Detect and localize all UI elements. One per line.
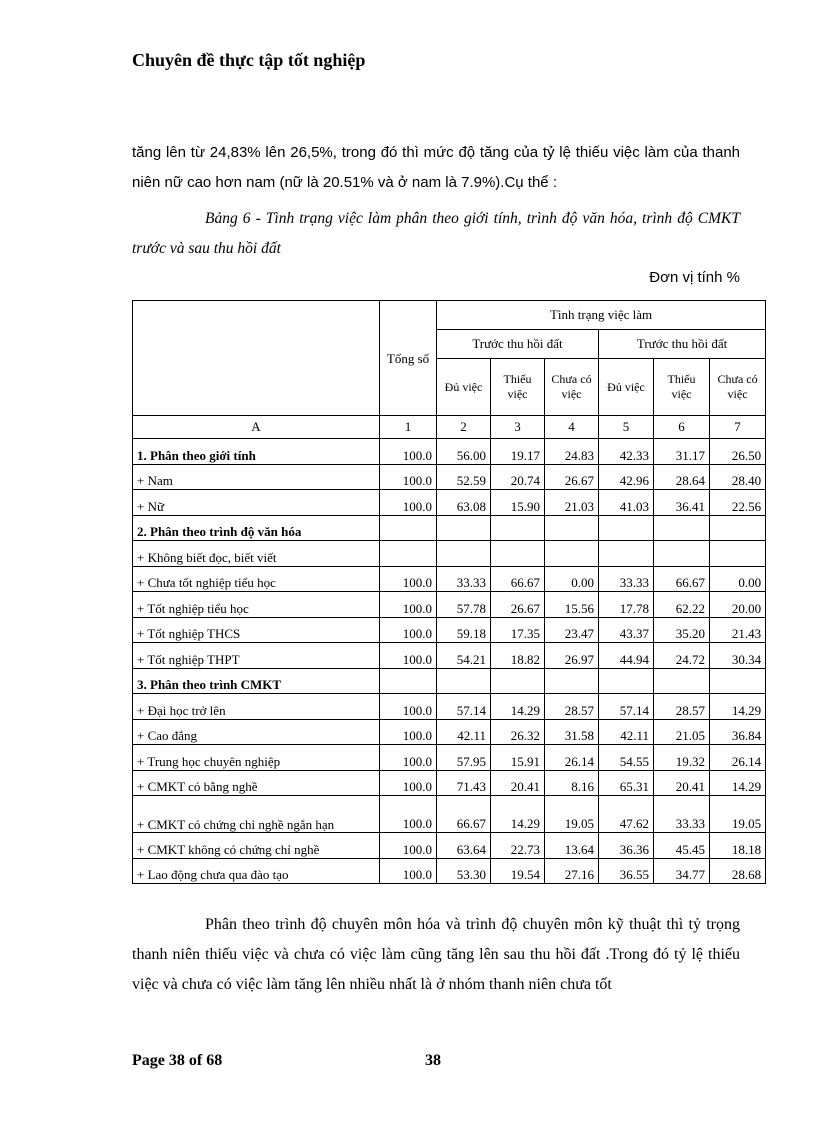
value-cell: 28.57 <box>545 694 599 720</box>
value-cell: 13.64 <box>545 833 599 859</box>
value-cell <box>380 668 437 694</box>
row-label: + Lao động chưa qua đào tạo <box>133 858 380 884</box>
header-row-1 <box>133 301 766 330</box>
value-cell: 54.21 <box>437 643 491 669</box>
value-cell <box>491 515 545 541</box>
value-cell: 100.0 <box>380 464 437 490</box>
page-number: 38 <box>425 1052 441 1069</box>
table-row <box>133 770 766 796</box>
value-cell: 45.45 <box>654 833 710 859</box>
value-cell: 66.67 <box>437 796 491 833</box>
row-label: + CMKT có chứng chỉ nghề ngắn hạn <box>133 796 380 833</box>
value-cell: 57.14 <box>437 694 491 720</box>
value-cell: 100.0 <box>380 643 437 669</box>
value-cell: 0.00 <box>545 566 599 592</box>
value-cell: 28.68 <box>710 858 766 884</box>
table-row <box>133 643 766 669</box>
value-cell: 21.43 <box>710 617 766 643</box>
value-cell: 65.31 <box>599 770 654 796</box>
value-cell <box>710 541 766 567</box>
value-cell: 15.91 <box>491 745 545 771</box>
value-cell <box>710 668 766 694</box>
value-cell: 42.33 <box>599 439 654 465</box>
value-cell: 22.56 <box>710 490 766 516</box>
table-row <box>133 745 766 771</box>
value-cell: 26.67 <box>545 464 599 490</box>
value-cell: 26.14 <box>710 745 766 771</box>
header-employment-status: Tình trạng việc làm <box>437 301 766 330</box>
value-cell: 14.29 <box>710 694 766 720</box>
value-cell <box>491 668 545 694</box>
row-label: + Cao đẳng <box>133 719 380 745</box>
value-cell: 100.0 <box>380 770 437 796</box>
value-cell: 36.36 <box>599 833 654 859</box>
row-label: + CMKT không có chứng chỉ nghề <box>133 833 380 859</box>
value-cell: 19.17 <box>491 439 545 465</box>
value-cell: 28.57 <box>654 694 710 720</box>
table-caption <box>132 204 740 264</box>
header-total: Tổng số <box>380 301 437 416</box>
table-row <box>133 858 766 884</box>
index-cell: 6 <box>654 416 710 439</box>
value-cell: 22.73 <box>491 833 545 859</box>
index-cell: 3 <box>491 416 545 439</box>
value-cell: 100.0 <box>380 439 437 465</box>
value-cell: 18.82 <box>491 643 545 669</box>
value-cell <box>654 668 710 694</box>
analysis-paragraph-text: Phân theo trình độ chuyên môn hóa và trình độ chuyên môn kỹ thuật thì tỷ trọng thanh niên thiếu việc và chưa có việc làm cũng tăng lên sau thu hồi đất .Trong đó tỷ lệ thiếu việc và chưa có việc làm tăng lên nhiều nhất là ở nhóm thanh niên chưa tốt <box>132 916 740 993</box>
index-cell: 5 <box>599 416 654 439</box>
value-cell: 44.94 <box>599 643 654 669</box>
section-label: 3. Phân theo trình CMKT <box>133 668 380 694</box>
value-cell: 100.0 <box>380 694 437 720</box>
employment-table <box>132 300 766 884</box>
value-cell: 57.78 <box>437 592 491 618</box>
value-cell: 36.41 <box>654 490 710 516</box>
value-cell <box>437 668 491 694</box>
subheader-cell: Thiếu việc <box>654 359 710 416</box>
value-cell: 14.29 <box>491 694 545 720</box>
value-cell <box>545 541 599 567</box>
value-cell <box>545 668 599 694</box>
value-cell: 19.05 <box>710 796 766 833</box>
table-caption-text: Bảng 6 - Tình trạng việc làm phân theo giới tính, trình độ văn hóa, trình độ CMKT trước và sau thu hồi đất <box>132 210 740 257</box>
page-counter: Page 38 of 68 <box>132 1052 223 1069</box>
value-cell: 27.16 <box>545 858 599 884</box>
value-cell: 57.95 <box>437 745 491 771</box>
value-cell: 26.14 <box>545 745 599 771</box>
value-cell: 18.18 <box>710 833 766 859</box>
value-cell: 54.55 <box>599 745 654 771</box>
unit-label: Đơn vị tính % <box>649 269 740 286</box>
value-cell: 26.97 <box>545 643 599 669</box>
value-cell: 33.33 <box>654 796 710 833</box>
value-cell: 19.54 <box>491 858 545 884</box>
value-cell: 43.37 <box>599 617 654 643</box>
value-cell: 24.83 <box>545 439 599 465</box>
subheader-cell: Chưa có việc <box>545 359 599 416</box>
row-label: + Tốt nghiệp THPT <box>133 643 380 669</box>
value-cell: 15.90 <box>491 490 545 516</box>
table-row <box>133 668 766 694</box>
table-row <box>133 439 766 465</box>
table-row <box>133 592 766 618</box>
value-cell: 42.11 <box>599 719 654 745</box>
value-cell: 56.00 <box>437 439 491 465</box>
table-row <box>133 490 766 516</box>
value-cell: 0.00 <box>710 566 766 592</box>
value-cell: 20.74 <box>491 464 545 490</box>
value-cell: 42.96 <box>599 464 654 490</box>
header-before: Trước thu hồi đất <box>437 330 599 359</box>
subheader-cell: Đủ việc <box>599 359 654 416</box>
row-label: + Đại học trở lên <box>133 694 380 720</box>
value-cell: 17.35 <box>491 617 545 643</box>
value-cell: 63.64 <box>437 833 491 859</box>
row-label: + Không biết đọc, biết viết <box>133 541 380 567</box>
index-row <box>133 416 766 439</box>
value-cell: 14.29 <box>710 770 766 796</box>
value-cell <box>437 541 491 567</box>
value-cell: 63.08 <box>437 490 491 516</box>
table-row <box>133 464 766 490</box>
value-cell: 21.05 <box>654 719 710 745</box>
value-cell: 8.16 <box>545 770 599 796</box>
value-cell: 47.62 <box>599 796 654 833</box>
intro-paragraph: tăng lên từ 24,83% lên 26,5%, trong đó thì mức độ tăng của tỷ lệ thiếu việc làm của thanh niên nữ cao hơn nam (nữ là 20.51% và ở nam là 7.9%).Cụ thể : <box>132 144 740 191</box>
value-cell: 57.14 <box>599 694 654 720</box>
value-cell: 36.84 <box>710 719 766 745</box>
value-cell: 59.18 <box>437 617 491 643</box>
value-cell: 26.32 <box>491 719 545 745</box>
value-cell: 100.0 <box>380 617 437 643</box>
value-cell <box>380 541 437 567</box>
table-row <box>133 719 766 745</box>
index-cell: 7 <box>710 416 766 439</box>
value-cell: 26.50 <box>710 439 766 465</box>
value-cell: 52.59 <box>437 464 491 490</box>
row-label: + CMKT có bằng nghề <box>133 770 380 796</box>
value-cell: 30.34 <box>710 643 766 669</box>
document-header: Chuyên đề thực tập tốt nghiệp <box>132 50 366 70</box>
value-cell: 31.17 <box>654 439 710 465</box>
index-cell: 2 <box>437 416 491 439</box>
value-cell: 34.77 <box>654 858 710 884</box>
value-cell: 20.00 <box>710 592 766 618</box>
value-cell: 41.03 <box>599 490 654 516</box>
table-row <box>133 833 766 859</box>
value-cell: 23.47 <box>545 617 599 643</box>
value-cell: 100.0 <box>380 566 437 592</box>
analysis-paragraph <box>132 910 740 1000</box>
table-row <box>133 796 766 833</box>
value-cell: 19.05 <box>545 796 599 833</box>
value-cell <box>654 541 710 567</box>
value-cell: 100.0 <box>380 490 437 516</box>
value-cell: 19.32 <box>654 745 710 771</box>
value-cell: 17.78 <box>599 592 654 618</box>
value-cell: 33.33 <box>599 566 654 592</box>
value-cell <box>710 515 766 541</box>
subheader-cell: Thiếu việc <box>491 359 545 416</box>
row-label: + Tốt nghiệp THCS <box>133 617 380 643</box>
value-cell: 100.0 <box>380 592 437 618</box>
value-cell: 66.67 <box>654 566 710 592</box>
value-cell: 100.0 <box>380 745 437 771</box>
index-cell: 1 <box>380 416 437 439</box>
value-cell <box>599 541 654 567</box>
header-blank-cell <box>133 301 380 416</box>
value-cell <box>491 541 545 567</box>
value-cell: 100.0 <box>380 719 437 745</box>
value-cell: 71.43 <box>437 770 491 796</box>
table-body <box>133 439 766 884</box>
value-cell: 33.33 <box>437 566 491 592</box>
value-cell: 53.30 <box>437 858 491 884</box>
value-cell <box>545 515 599 541</box>
value-cell: 20.41 <box>491 770 545 796</box>
value-cell: 62.22 <box>654 592 710 618</box>
table-row <box>133 541 766 567</box>
value-cell: 14.29 <box>491 796 545 833</box>
header-after: Trước thu hồi đất <box>599 330 766 359</box>
subheader-cell: Chưa có việc <box>710 359 766 416</box>
index-cell: A <box>133 416 380 439</box>
index-cell: 4 <box>545 416 599 439</box>
value-cell: 100.0 <box>380 833 437 859</box>
value-cell: 28.64 <box>654 464 710 490</box>
table-row <box>133 566 766 592</box>
value-cell: 20.41 <box>654 770 710 796</box>
value-cell: 15.56 <box>545 592 599 618</box>
value-cell <box>599 668 654 694</box>
section-label: 1. Phân theo giới tính <box>133 439 380 465</box>
value-cell: 26.67 <box>491 592 545 618</box>
table-row <box>133 694 766 720</box>
value-cell <box>380 515 437 541</box>
value-cell: 28.40 <box>710 464 766 490</box>
row-label: + Tốt nghiệp tiểu học <box>133 592 380 618</box>
value-cell: 31.58 <box>545 719 599 745</box>
section-label: 2. Phân theo trình độ văn hóa <box>133 515 380 541</box>
table-row <box>133 617 766 643</box>
value-cell <box>654 515 710 541</box>
value-cell: 66.67 <box>491 566 545 592</box>
value-cell <box>437 515 491 541</box>
value-cell: 42.11 <box>437 719 491 745</box>
value-cell: 100.0 <box>380 796 437 833</box>
value-cell <box>599 515 654 541</box>
row-label: + Chưa tốt nghiệp tiểu học <box>133 566 380 592</box>
row-label: + Nam <box>133 464 380 490</box>
value-cell: 36.55 <box>599 858 654 884</box>
row-label: + Nữ <box>133 490 380 516</box>
value-cell: 100.0 <box>380 858 437 884</box>
value-cell: 35.20 <box>654 617 710 643</box>
value-cell: 24.72 <box>654 643 710 669</box>
row-label: + Trung học chuyên nghiệp <box>133 745 380 771</box>
table-row <box>133 515 766 541</box>
value-cell: 21.03 <box>545 490 599 516</box>
subheader-cell: Đủ việc <box>437 359 491 416</box>
